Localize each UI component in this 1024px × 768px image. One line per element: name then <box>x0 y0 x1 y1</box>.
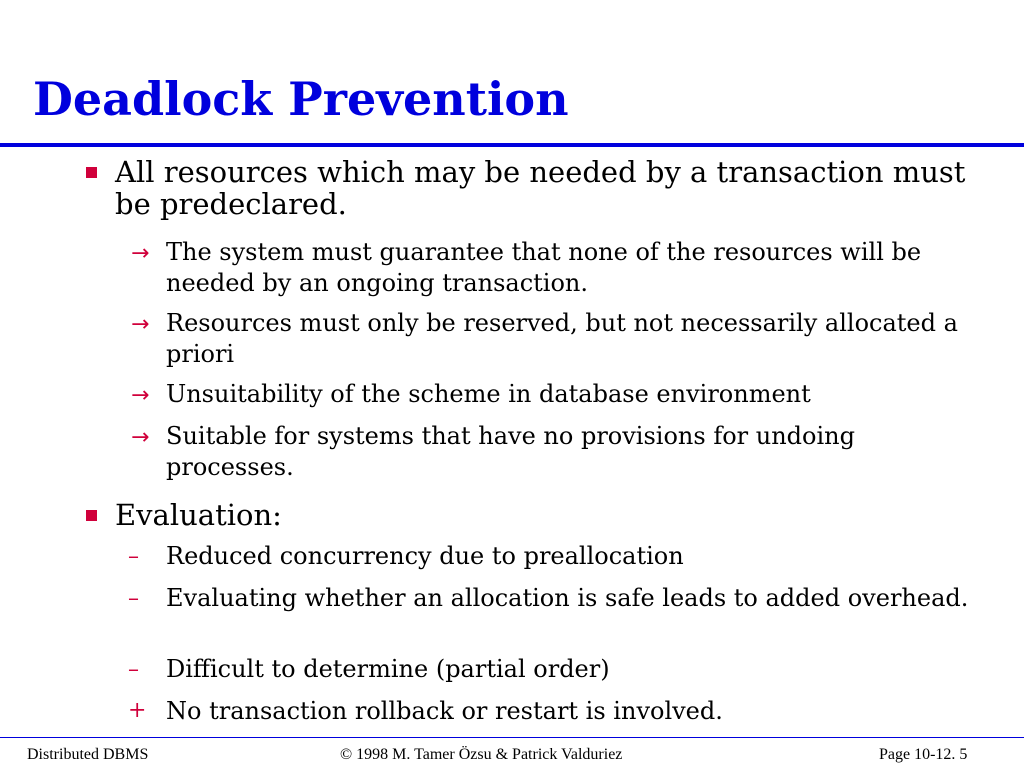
plus-bullet-icon: + <box>128 698 147 723</box>
square-bullet-icon <box>86 167 97 178</box>
square-bullet-icon <box>86 510 97 521</box>
bullet-2-sub-4-text: No transaction rollback or restart is involved. <box>166 697 723 725</box>
arrow-bullet-icon: → <box>131 383 150 408</box>
footer-copyright: © 1998 M. Tamer Özsu & Patrick Valduriez <box>340 746 623 763</box>
title-underline <box>0 143 1024 147</box>
bullet-2-sub-1-text: Reduced concurrency due to preallocation <box>166 542 684 570</box>
bullet-2-sub-3-text: Difficult to determine (partial order) <box>166 655 610 683</box>
dash-bullet-icon: – <box>128 544 139 569</box>
slide-title: Deadlock Prevention <box>33 72 569 126</box>
dash-bullet-icon: – <box>128 586 139 611</box>
bullet-1-sub-4-text: Suitable for systems that have no provisions for undoing processes. <box>166 422 855 481</box>
bullet-1-text: All resources which may be needed by a transaction must be predeclared. <box>115 155 966 221</box>
arrow-bullet-icon: → <box>131 312 150 337</box>
bullet-2-text: Evaluation: <box>115 498 282 532</box>
footer-page-number: Page 10-12. 5 <box>879 746 968 763</box>
bullet-2-sub-2-text: Evaluating whether an allocation is safe leads to added overhead. <box>166 584 969 612</box>
bullet-1-sub-1-text: The system must guarantee that none of the resources will be needed by an ongoing transaction. <box>166 238 922 297</box>
dash-bullet-icon: – <box>128 657 139 682</box>
arrow-bullet-icon: → <box>131 241 150 266</box>
footer-divider <box>0 737 1024 738</box>
bullet-1-sub-2-text: Resources must only be reserved, but not necessarily allocated a priori <box>166 309 958 368</box>
arrow-bullet-icon: → <box>131 425 150 450</box>
bullet-1-sub-3-text: Unsuitability of the scheme in database environment <box>166 380 811 408</box>
footer-course-name: Distributed DBMS <box>27 746 149 763</box>
